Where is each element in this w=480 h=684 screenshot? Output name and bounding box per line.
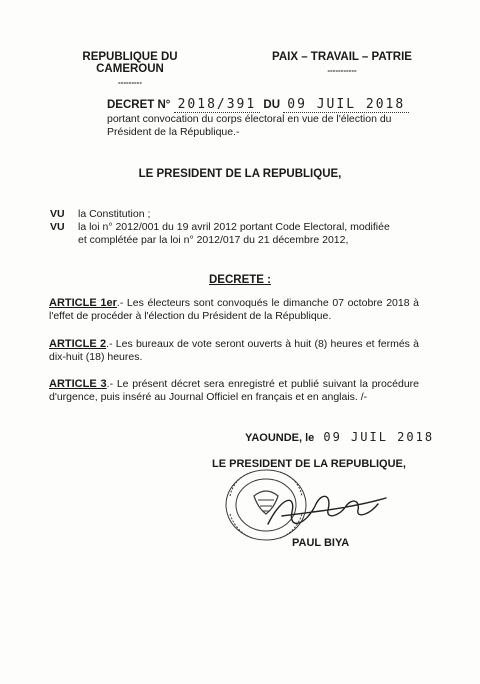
article-1	[49, 297, 419, 323]
signature-icon	[262, 486, 392, 534]
header-republic	[50, 51, 210, 87]
vu-tag: VU	[50, 208, 65, 220]
vu-text: la Constitution ;	[78, 208, 151, 220]
vu-text: la loi n° 2012/001 du 19 avril 2012 portant Code Electoral, modifiée et complétée par la loi n° 2012/017 du 21 décembre 2012,	[78, 221, 390, 246]
signatory-title: LE PRESIDENT DE LA REPUBLIQUE,	[212, 458, 406, 470]
article-text: .- Les électeurs sont convoqués le dimanche 07 octobre 2018 à l'effet de procéder à l'élection du Président de la République.	[49, 297, 419, 322]
vu-item	[50, 208, 390, 221]
header-right-dashes: -----------	[327, 66, 357, 75]
decrete-heading-text: DECRETE :	[209, 274, 271, 286]
vu-item	[50, 221, 390, 246]
decree-du-label: DU	[263, 99, 281, 111]
decree-date: 09 JUIL 2018	[283, 97, 409, 113]
closing-place: YAOUNDE, le	[245, 432, 315, 444]
vu-tag: VU	[50, 221, 65, 233]
article-text: .- Les bureaux de vote seront ouverts à huit (8) heures et fermés à dix-huit (18) heures.	[49, 338, 419, 363]
closing-date: 09 JUIL 2018	[323, 430, 435, 444]
decree-number: 2018/391	[174, 97, 261, 113]
decrete-heading	[0, 274, 480, 286]
president-heading: LE PRESIDENT DE LA REPUBLIQUE,	[138, 168, 342, 180]
article-2	[49, 338, 419, 364]
article-3	[49, 378, 419, 404]
decree-number-line	[107, 97, 409, 112]
article-label: ARTICLE 1er	[49, 297, 117, 309]
signatory-name: PAUL BIYA	[292, 537, 350, 549]
article-label: ARTICLE 3	[49, 378, 107, 390]
header-republic-title: REPUBLIQUE DU CAMEROUN	[82, 51, 178, 75]
decree-label: DECRET N°	[107, 99, 171, 111]
header-left-dashes: ---------	[118, 78, 142, 87]
header-motto-title: PAIX – TRAVAIL – PATRIE	[272, 51, 412, 63]
closing-place-date	[245, 430, 438, 444]
header-motto	[262, 51, 422, 75]
article-text: .- Le présent décret sera enregistré et publié suivant la procédure d'urgence, puis inséré au Journal Officiel en français et en anglais. /-	[49, 378, 420, 403]
article-label: ARTICLE 2	[49, 338, 107, 350]
decree-subject: portant convocation du corps électoral en vue de l'élection du Président de la République.-	[107, 113, 392, 138]
